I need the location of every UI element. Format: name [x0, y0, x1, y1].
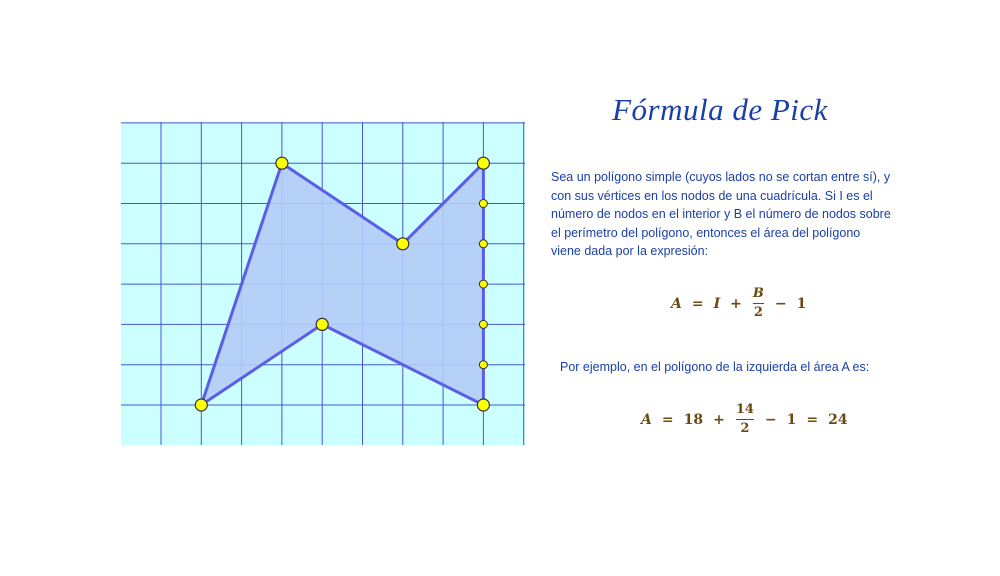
formula-one: 1	[796, 295, 807, 312]
vertex-point	[276, 157, 288, 169]
pick-polygon	[201, 163, 483, 405]
formula-fraction	[753, 286, 764, 321]
formula-numerator: B	[752, 286, 764, 301]
example-result: 24	[828, 411, 848, 428]
example-numerator: 14	[735, 402, 754, 417]
formula-area-symbol: A	[671, 295, 682, 312]
boundary-point	[479, 240, 487, 248]
example-denominator: 2	[740, 421, 750, 436]
boundary-point	[479, 320, 487, 328]
pick-formula	[666, 286, 811, 321]
formula-minus: −	[774, 295, 787, 312]
grid-canvas	[121, 122, 525, 445]
vertex-point	[477, 399, 489, 411]
formula-denominator: 2	[753, 305, 763, 320]
boundary-point	[479, 200, 487, 208]
example-formula	[636, 402, 853, 437]
fraction-bar	[753, 303, 764, 304]
example-fraction-bar	[736, 419, 754, 420]
vertex-point	[397, 238, 409, 250]
description-text: Sea un polígono simple (cuyos lados no se cortan entre sí), y con sus vértices en los nodos de una cuadrícula. Si I es el número de nodos en el interior y B el número de nodos sobre el perímetro del polígono, entonces el área del polígono viene dada por la expresión:	[551, 170, 891, 258]
boundary-point	[479, 280, 487, 288]
pick-diagram	[121, 122, 525, 445]
formula-equals: =	[691, 295, 704, 312]
example-equals-2: =	[806, 411, 819, 428]
example-one: 1	[786, 411, 797, 428]
formula-plus: +	[730, 295, 742, 312]
example-fraction	[736, 402, 754, 437]
formula-interior-symbol: I	[713, 295, 721, 312]
example-minus: −	[764, 411, 777, 428]
example-area-symbol: A	[641, 411, 652, 428]
example-text: Por ejemplo, en el polígono de la izquierda el área A es:	[560, 360, 870, 374]
vertex-point	[477, 157, 489, 169]
boundary-point	[479, 361, 487, 369]
page-title: Fórmula de Pick	[612, 92, 828, 127]
example-interior-value: 18	[683, 411, 704, 428]
example-plus: +	[713, 411, 725, 428]
example-equals: =	[661, 411, 674, 428]
vertex-point	[195, 399, 207, 411]
vertex-point	[316, 318, 328, 330]
